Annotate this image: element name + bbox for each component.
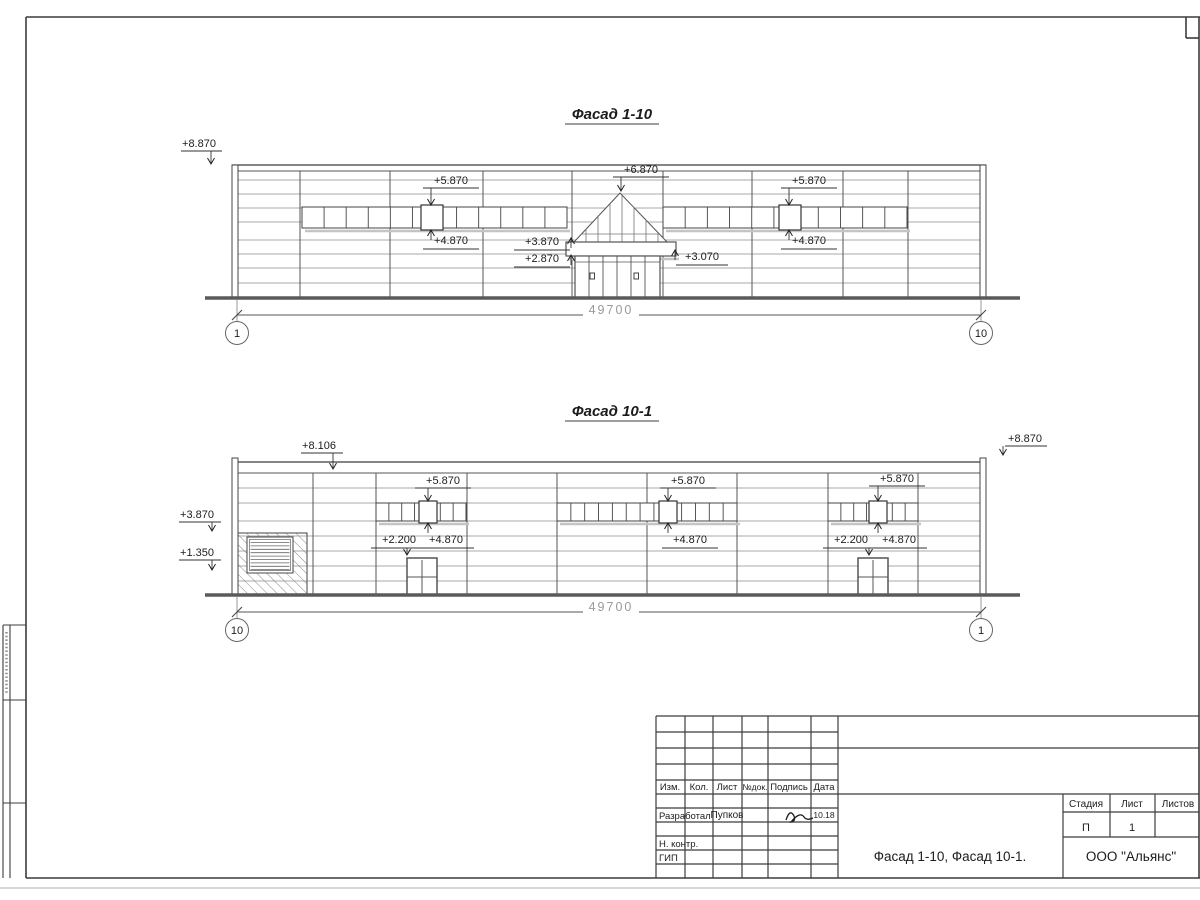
elevation-mark: +5.870	[880, 473, 914, 485]
overall-dimension: 49700	[588, 303, 634, 317]
rev-header-izm: Изм.	[659, 782, 681, 793]
axis-mark-right: 1	[977, 625, 985, 637]
rev-header-ndok: №док.	[742, 782, 768, 792]
elevation-mark: +3.070	[685, 251, 719, 263]
stage-label: Стадия	[1068, 799, 1104, 810]
overall-dimension: 49700	[588, 600, 634, 614]
elevation-mark: +5.870	[792, 175, 826, 187]
elevation-mark: +4.870	[429, 534, 463, 546]
elevation-mark: +2.200	[834, 534, 868, 546]
signature-scribble	[786, 813, 813, 822]
ncontrol-label: Н. контр.	[659, 839, 699, 850]
elevation-mark: +4.870	[434, 235, 468, 247]
axis-mark-left: 10	[230, 625, 244, 637]
facade-2-title: Фасад 10-1	[571, 403, 653, 420]
elevation-mark: +5.870	[671, 475, 705, 487]
company-name: ООО "Альянс"	[1085, 849, 1177, 864]
rev-header-kol: Кол.	[689, 782, 709, 793]
facade-layers	[179, 138, 1047, 642]
sheets-label: Листов	[1161, 799, 1195, 810]
facade-1-title: Фасад 1-10	[571, 106, 653, 123]
axis-mark-right: 10	[974, 328, 988, 340]
elevation-mark: +3.870	[180, 509, 214, 521]
elevation-mark: +8.106	[302, 440, 336, 452]
stage-value: П	[1082, 822, 1090, 834]
elevation-mark: +8.870	[1008, 433, 1042, 445]
elevation-mark: +5.870	[434, 175, 468, 187]
facade-2-drawing	[179, 433, 1047, 642]
rev-header-podpis: Подпись	[770, 782, 808, 793]
elevation-mark: +2.200	[382, 534, 416, 546]
elevation-mark: +3.870	[525, 236, 559, 248]
left-margin-stamp	[3, 625, 26, 878]
rev-header-data: Дата	[813, 782, 835, 793]
elevation-mark: +6.870	[624, 164, 658, 176]
axis-mark-left: 1	[233, 328, 241, 340]
doc-title: Фасад 1-10, Фасад 10-1.	[873, 849, 1027, 864]
rev-header-list: Лист	[716, 782, 738, 793]
facade-1-drawing	[181, 138, 1020, 345]
elevation-mark: +4.870	[882, 534, 916, 546]
elevation-mark: +4.870	[792, 235, 826, 247]
sheet-label: Лист	[1121, 799, 1143, 810]
developed-name: Пупков	[710, 810, 744, 821]
sheet-value: 1	[1128, 822, 1136, 834]
elevation-mark: +8.870	[182, 138, 216, 150]
elevation-mark: +4.870	[673, 534, 707, 546]
developed-date: 10.18	[813, 810, 835, 820]
gip-label: ГИП	[659, 853, 678, 864]
elevation-mark: +5.870	[426, 475, 460, 487]
elevation-mark: +1.350	[180, 547, 214, 559]
developed-label: Разработал	[659, 811, 711, 822]
elevation-mark: +2.870	[525, 253, 559, 265]
